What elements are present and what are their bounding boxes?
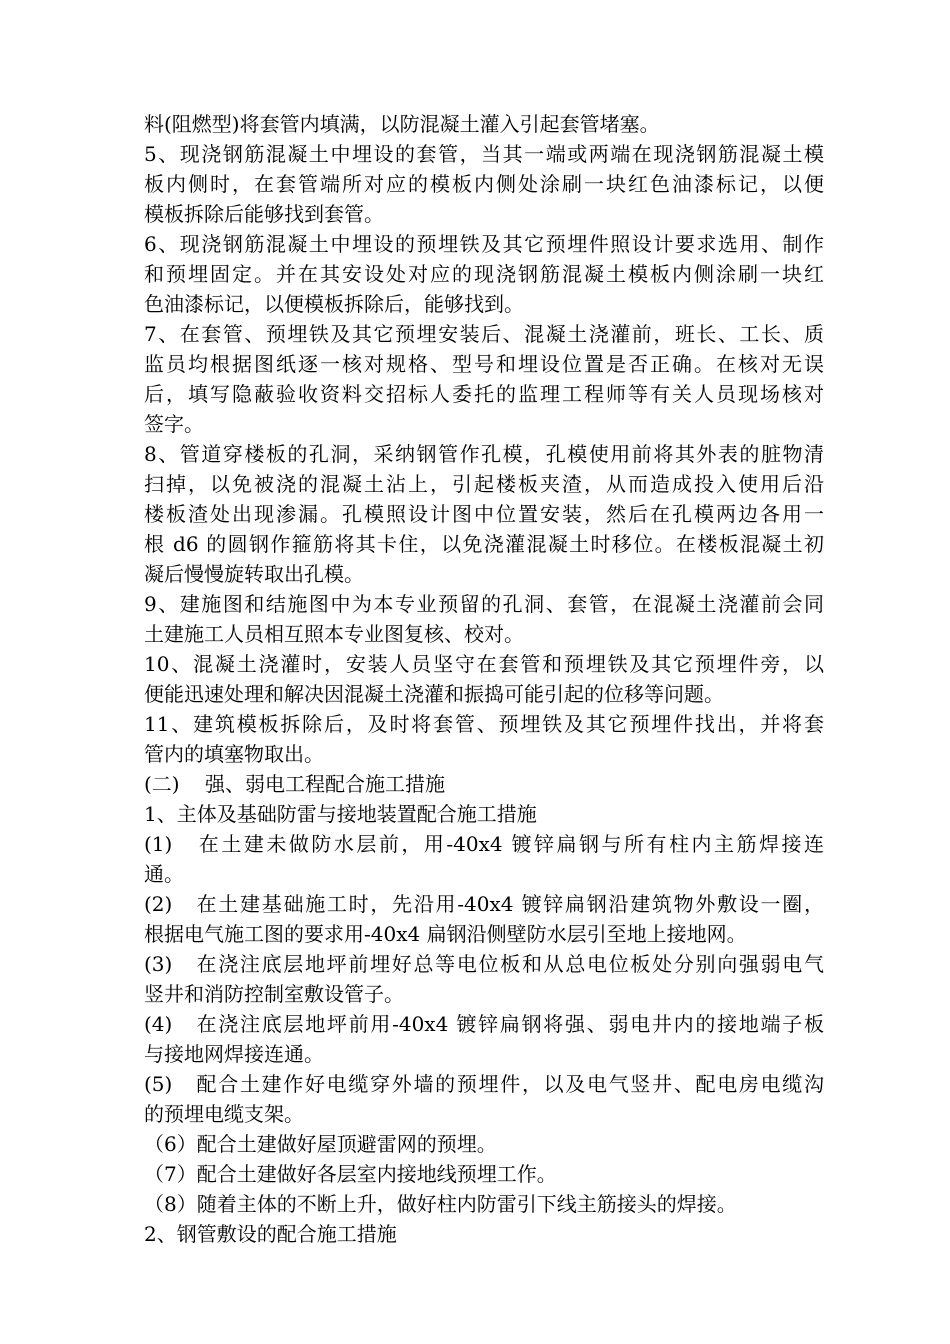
subsection-heading: 1、主体及基础防雷与接地装置配合施工措施 [144, 802, 537, 826]
text-line: 竖井和消防控制室敷设管子。 [144, 982, 404, 1006]
section-heading: (二) 强、弱电工程配合施工措施 [144, 772, 446, 796]
text-line: 土建施工人员相互照本专业图复核、校对。 [144, 622, 524, 646]
text-line: (2) 在土建基础施工时，先沿用-40x4 镀锌扁钢沿建筑物外敷设一圈， [144, 892, 824, 916]
text-line: （7）配合土建做好各层室内接地线预埋工作。 [144, 1162, 557, 1186]
text-line: 的预埋电缆支架。 [144, 1102, 304, 1126]
text-line: 板内侧时，在套管端所对应的模板内侧处涂刷一块红色油漆标记，以便 [144, 172, 824, 196]
text-line: 色油漆标记，以便模板拆除后，能够找到。 [144, 292, 524, 316]
text-line: 便能迅速处理和解决因混凝土浇灌和振捣可能引起的位移等问题。 [144, 682, 724, 706]
text-line: 后，填写隐蔽验收资料交招标人委托的监理工程师等有关人员现场核对 [144, 382, 824, 406]
text-line: 与接地网焊接连通。 [144, 1042, 324, 1066]
text-line: 凝后慢慢旋转取出孔模。 [144, 562, 364, 586]
text-line: 管内的填塞物取出。 [144, 742, 324, 766]
text-line: 模板拆除后能够找到套管。 [144, 202, 384, 226]
text-line: 料(阻燃型)将套管内填满，以防混凝土灌入引起套管堵塞。 [144, 112, 660, 136]
text-line: 8、管道穿楼板的孔洞，采纳钢管作孔模，孔模使用前将其外表的脏物清 [144, 442, 824, 466]
text-line: 9、建施图和结施图中为本专业预留的孔洞、套管，在混凝土浇灌前会同 [144, 592, 824, 616]
text-line: （8）随着主体的不断上升，做好柱内防雷引下线主筋接头的焊接。 [144, 1192, 737, 1216]
text-line: 签字。 [144, 412, 204, 436]
text-line: (1) 在土建未做防水层前，用-40x4 镀锌扁钢与所有柱内主筋焊接连 [144, 832, 824, 856]
text-line: (5) 配合土建作好电缆穿外墙的预埋件，以及电气竖井、配电房电缆沟 [144, 1072, 824, 1096]
text-line: 监员均根据图纸逐一核对规格、型号和埋设位置是否正确。在核对无误 [144, 352, 824, 376]
text-line: 和预埋固定。并在其安设处对应的现浇钢筋混凝土模板内侧涂刷一块红 [144, 262, 824, 286]
text-line: 通。 [144, 862, 184, 886]
text-line: 7、在套管、预埋铁及其它预埋安装后、混凝土浇灌前，班长、工长、质 [144, 322, 824, 346]
subsection-heading: 2、钢管敷设的配合施工措施 [144, 1222, 397, 1246]
text-line: (4) 在浇注底层地坪前用-40x4 镀锌扁钢将强、弱电井内的接地端子板 [144, 1012, 824, 1036]
document-body [144, 109, 824, 1249]
text-line: 10、混凝土浇灌时，安装人员坚守在套管和预埋铁及其它预埋件旁，以 [144, 652, 824, 676]
text-line: （6）配合土建做好屋顶避雷网的预埋。 [144, 1132, 497, 1156]
text-line: 扫掉，以免被浇的混凝土沾上，引起楼板夹渣，从而造成投入使用后沿 [144, 472, 824, 496]
text-line: (3) 在浇注底层地坪前埋好总等电位板和从总电位板处分别向强弱电气 [144, 952, 824, 976]
text-line: 11、建筑模板拆除后，及时将套管、预埋铁及其它预埋件找出，并将套 [144, 712, 824, 736]
text-line: 6、现浇钢筋混凝土中埋设的预埋铁及其它预埋件照设计要求选用、制作 [144, 232, 824, 256]
text-line: 根据电气施工图的要求用-40x4 扁钢沿侧壁防水层引至地上接地网。 [144, 922, 747, 946]
text-line: 楼板渣处出现渗漏。孔模照设计图中位置安装，然后在孔模两边各用一 [144, 502, 824, 526]
text-line: 5、现浇钢筋混凝土中埋设的套管，当其一端或两端在现浇钢筋混凝土模 [144, 142, 824, 166]
text-line: 根 d6 的圆钢作箍筋将其卡住，以免浇灌混凝土时移位。在楼板混凝土初 [144, 532, 824, 556]
